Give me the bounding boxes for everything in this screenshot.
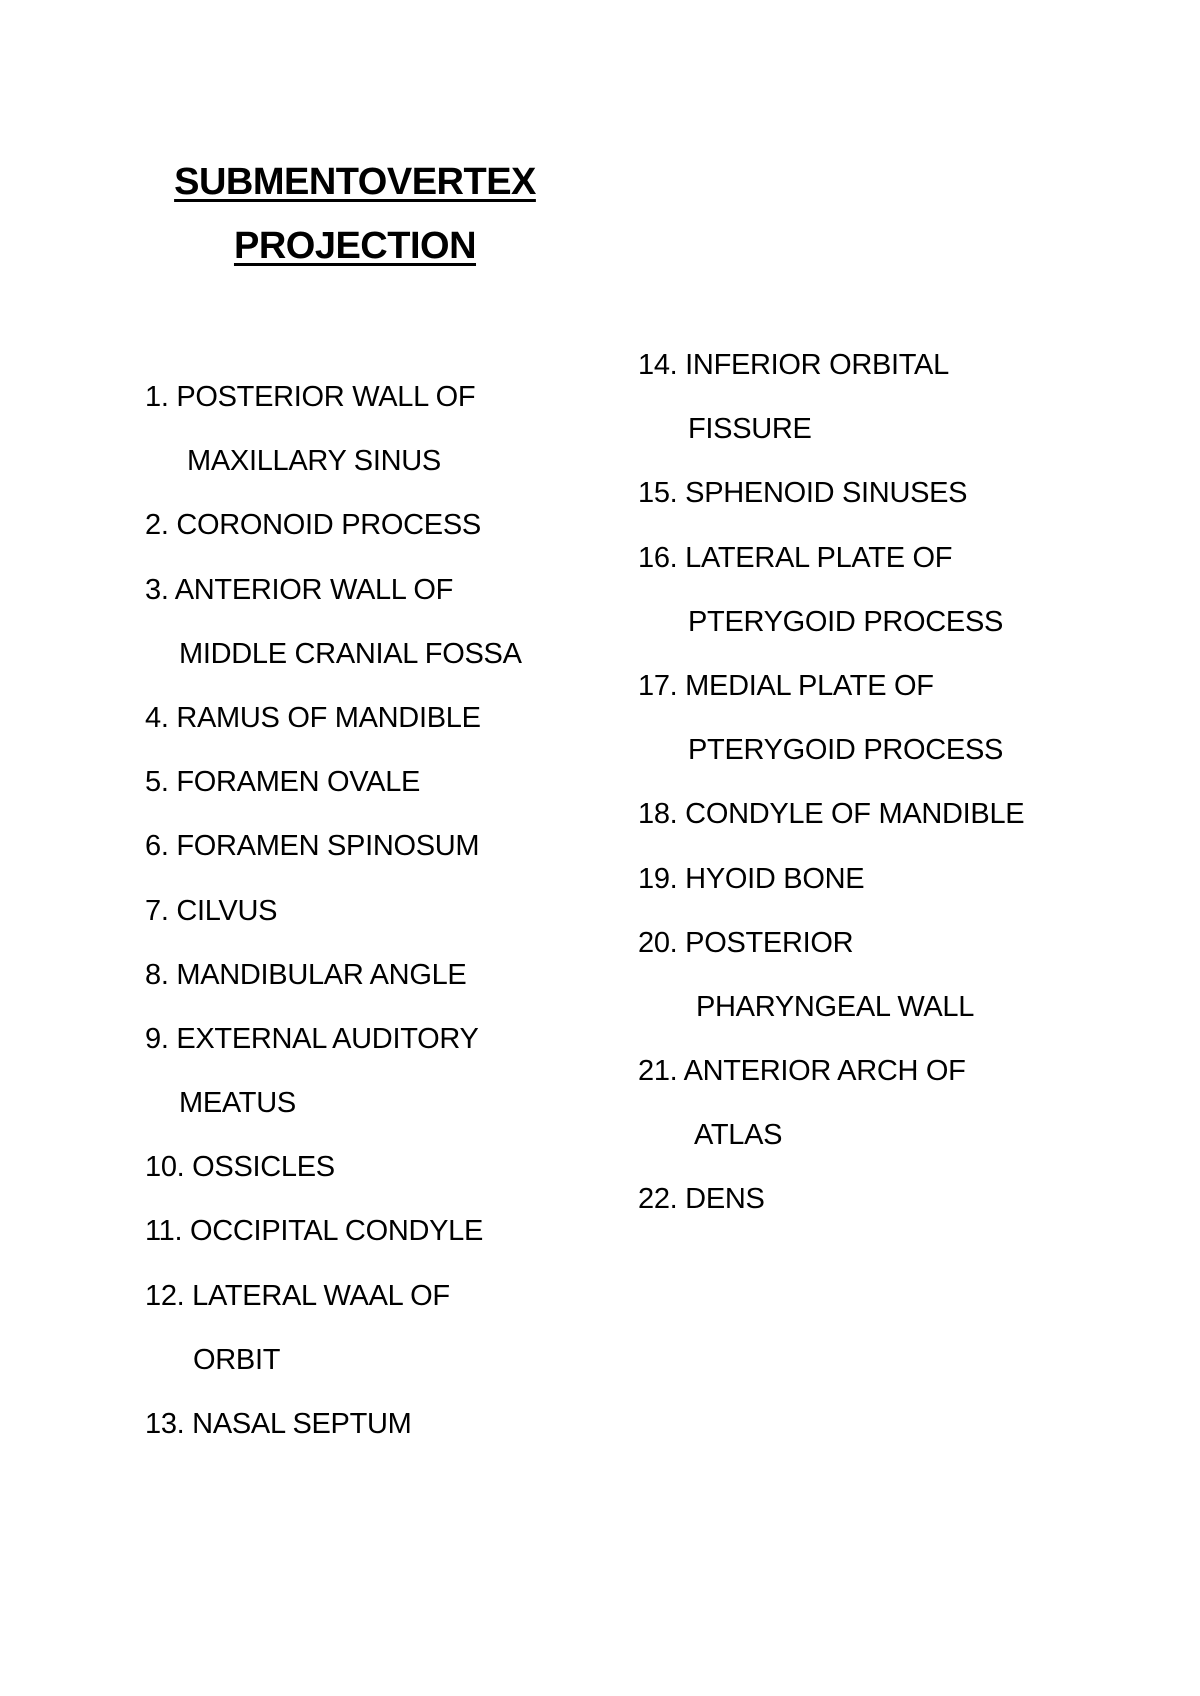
list-item-continuation: MAXILLARY SINUS [187, 445, 441, 478]
list-item: 14. INFERIOR ORBITAL [638, 349, 949, 381]
list-item-continuation: FISSURE [688, 413, 812, 446]
list-item: 6. FORAMEN SPINOSUM [145, 830, 480, 863]
list-item: 12. LATERAL WAAL OF [145, 1279, 450, 1312]
list-item-continuation: PTERYGOID PROCESS [688, 605, 1004, 638]
list-item: 19. HYOID BONE [638, 862, 865, 895]
list-item: 20. POSTERIOR [638, 926, 854, 959]
list-item: 8. MANDIBULAR ANGLE [145, 958, 467, 991]
list-item-continuation: PTERYGOID PROCESS [688, 734, 1004, 767]
title-line-1: SUBMENTOVERTEX [174, 161, 536, 203]
list-item: 18. CONDYLE OF MANDIBLE [638, 798, 1025, 831]
list-item-continuation: ATLAS [694, 1119, 783, 1152]
list-item: 16. LATERAL PLATE OF [638, 541, 953, 574]
title-line-2: PROJECTION [233, 225, 477, 267]
list-item-continuation: MEATUS [179, 1087, 296, 1120]
list-item-continuation: MIDDLE CRANIAL FOSSA [179, 637, 522, 670]
list-item: 1. POSTERIOR WALL OF [145, 381, 476, 413]
list-item: 15. SPHENOID SINUSES [638, 477, 968, 510]
list-item-continuation: PHARYNGEAL WALL [696, 990, 975, 1023]
list-item: 7. CILVUS [145, 894, 278, 927]
structure-list-right [638, 333, 1158, 1232]
page-title [150, 150, 560, 278]
list-item-continuation: ORBIT [193, 1343, 281, 1376]
list-item: 17. MEDIAL PLATE OF [638, 669, 934, 702]
list-item: 11. OCCIPITAL CONDYLE [145, 1215, 484, 1248]
list-item: 22. DENS [638, 1183, 765, 1216]
list-item: 2. CORONOID PROCESS [145, 509, 481, 542]
list-item: 9. EXTERNAL AUDITORY [145, 1022, 479, 1055]
list-item: 13. NASAL SEPTUM [145, 1408, 412, 1440]
list-item: 3. ANTERIOR WALL OF [145, 573, 453, 606]
list-item: 4. RAMUS OF MANDIBLE [145, 701, 481, 734]
structure-list-left [145, 365, 615, 1456]
list-item: 21. ANTERIOR ARCH OF [638, 1055, 966, 1088]
list-item: 5. FORAMEN OVALE [145, 766, 421, 799]
list-item: 10. OSSICLES [145, 1151, 335, 1184]
